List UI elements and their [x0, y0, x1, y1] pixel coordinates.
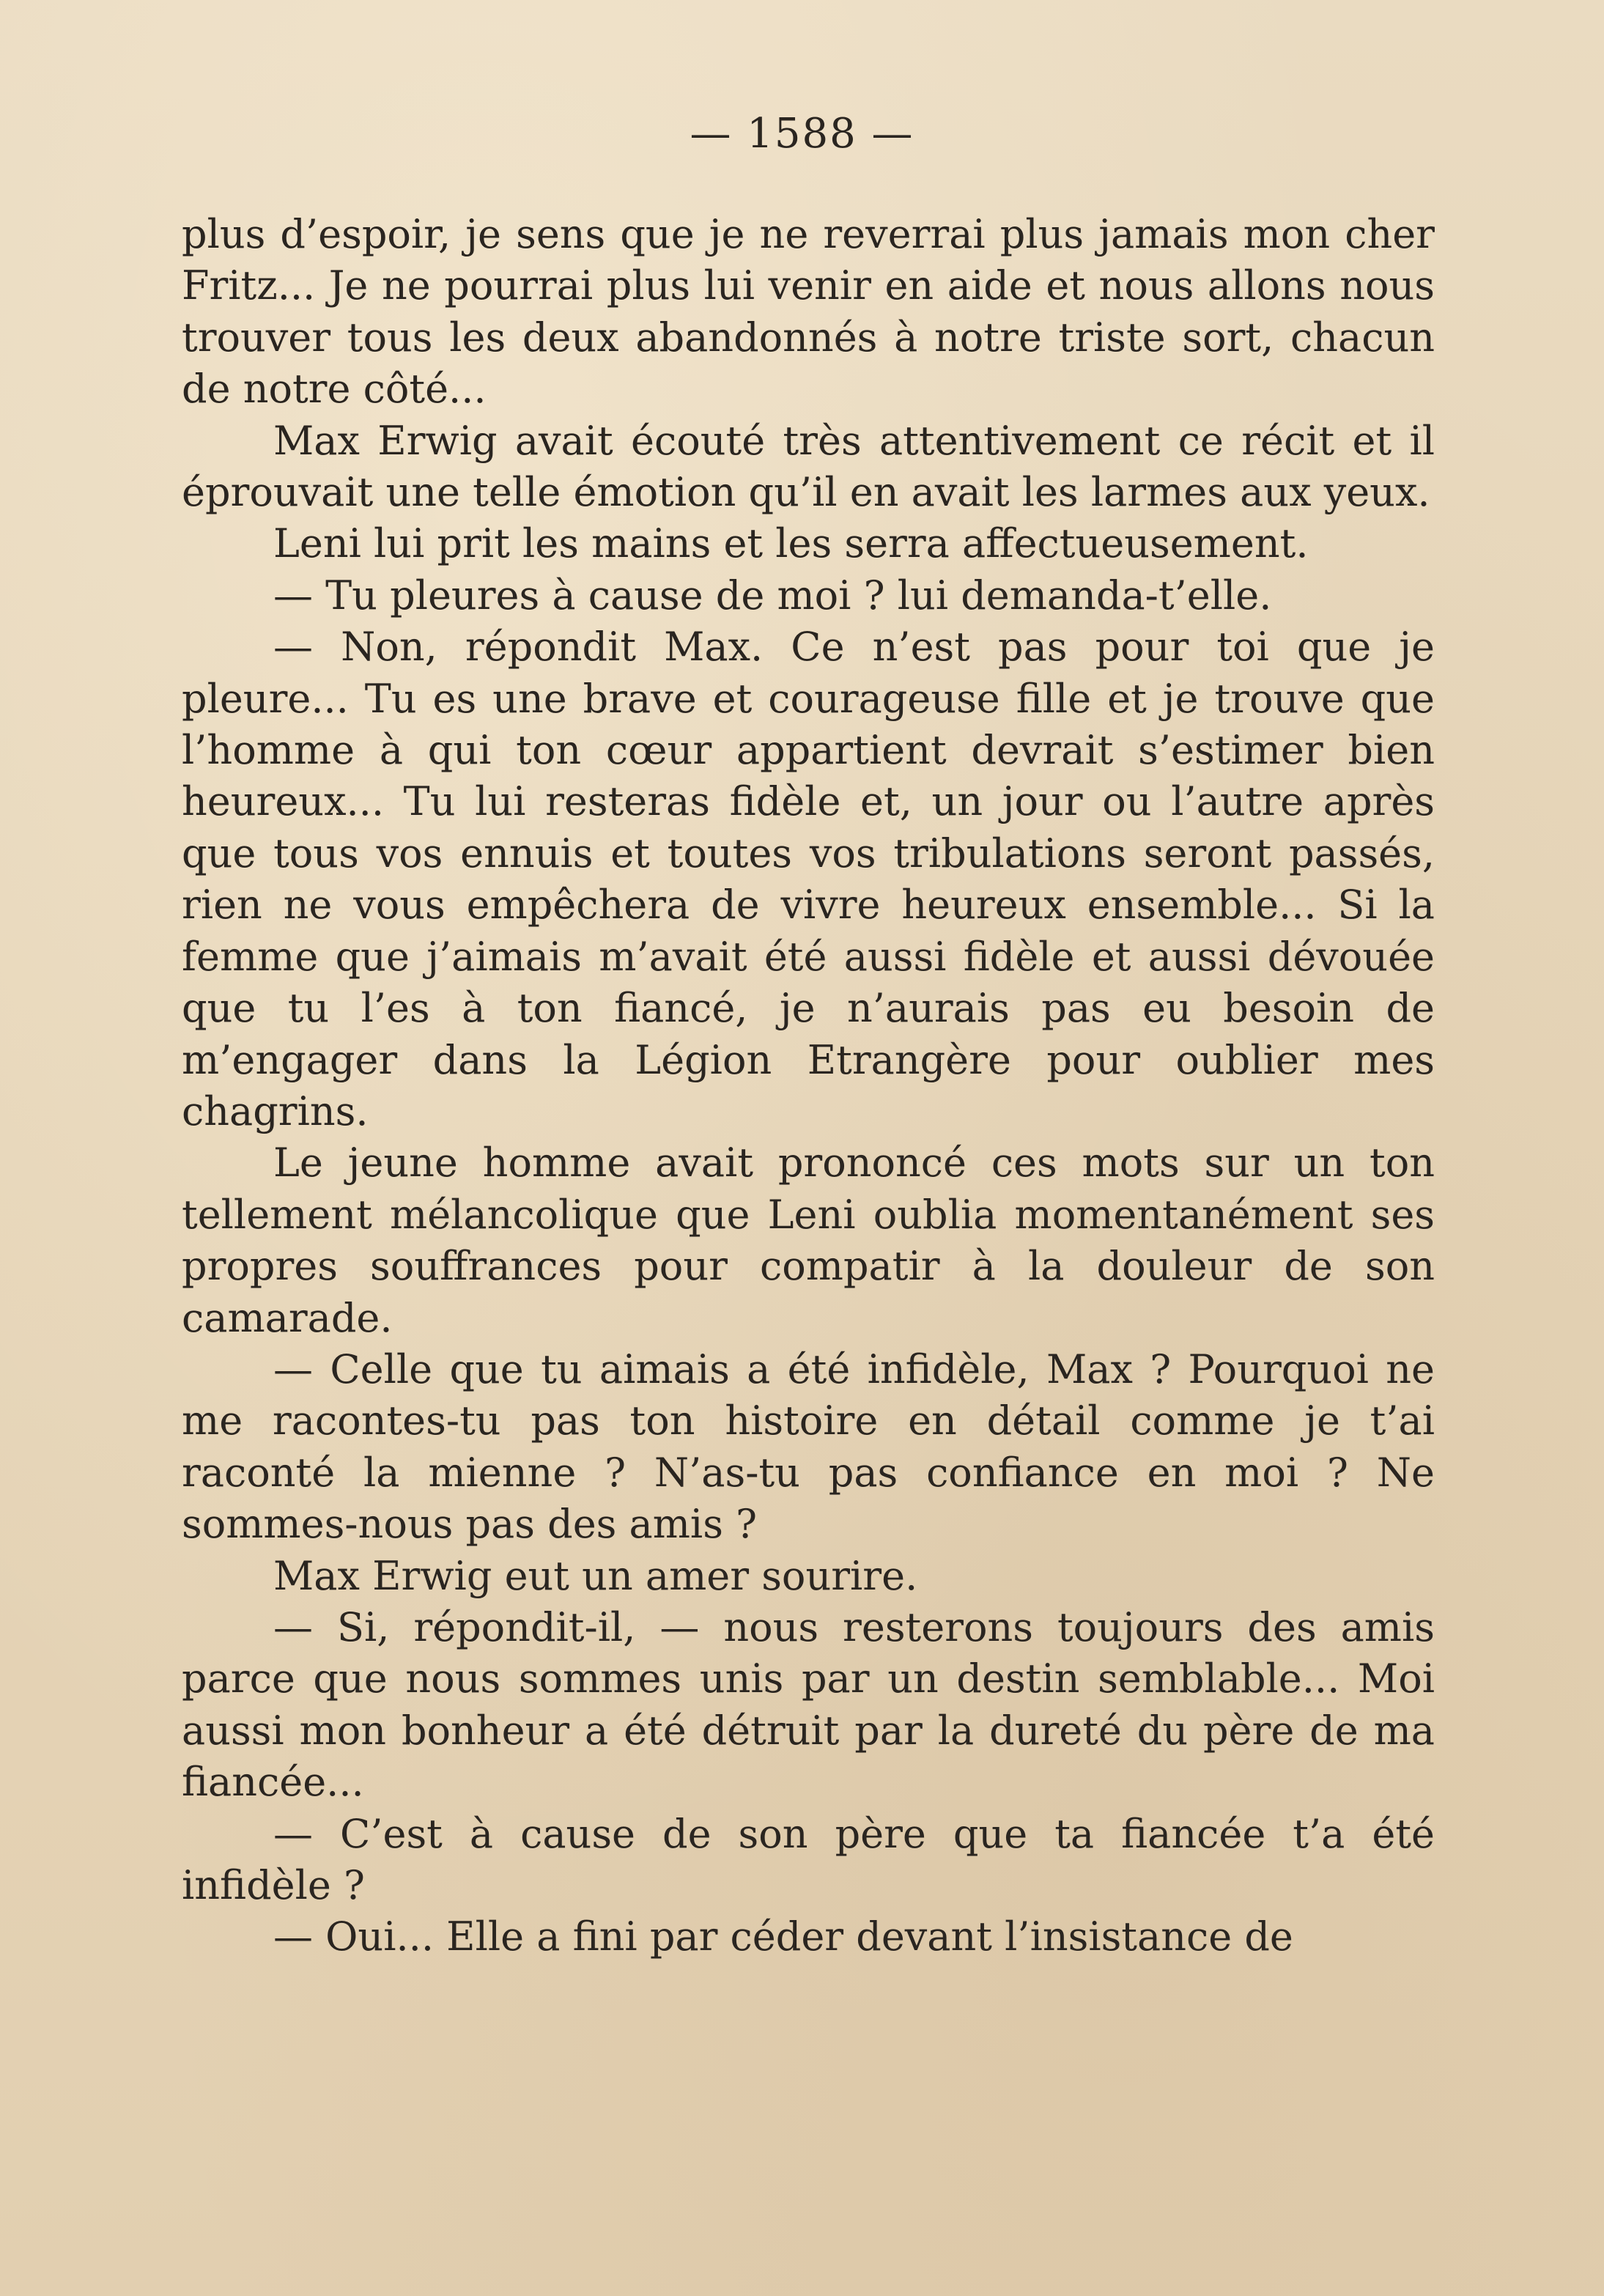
paragraph: Max Erwig eut un amer sourire. — [273, 1552, 918, 1599]
paragraph: plus d’espoir, je sens que je ne reverrai plus jamais mon cher Fritz... Je ne pourrai plus lui venir en aide et nous allons nous trouver tous les deux abandonnés à notre triste sort, chacun de notre côté... — [182, 211, 1435, 413]
page-number: — 1588 — — [690, 110, 914, 158]
paragraph: — Celle que tu aimais a été infidèle, Max ? Pourquoi ne me racontes-tu pas ton histoire en détail comme je t’ai raconté la mienne ? N’as-tu pas confiance en moi ? Ne sommes-nous pas des amis ? — [182, 1346, 1435, 1548]
paragraph: — Si, répondit-il, — nous resterons toujours des amis parce que nous sommes unis par un destin semblable... Moi aussi mon bonheur a été détruit par la dureté du père de ma fiancée... — [182, 1603, 1435, 1806]
paragraph: Max Erwig avait écouté très attentivement ce récit et il éprouvait une telle émotion qu’il en avait les larmes aux yeux. — [182, 417, 1435, 516]
paragraph: — Tu pleures à cause de moi ? lui demanda-t’elle. — [273, 572, 1272, 619]
body-text — [182, 209, 1435, 1963]
paragraph: Leni lui prit les mains et les serra affectueusement. — [273, 520, 1309, 567]
paragraph: — Oui... Elle a fini par céder devant l’insistance de — [273, 1913, 1293, 1960]
paragraph: — Non, répondit Max. Ce n’est pas pour toi que je pleure... Tu es une brave et courageuse fille et je trouve que l’homme à qui ton cœur appartient devrait s’estimer bien heureux... Tu lui resteras fidèle et, un jour ou l’autre après que tous vos ennuis et toutes vos tribulations seront passés, rien ne vous empêchera de vivre heureux ensemble... Si la femme que j’aimais m’avait été aussi fidèle et aussi dévouée que tu l’es à ton fiancé, je n’aurais pas eu besoin de m’engager dans la Légion Etrangère pour oublier mes chagrins. — [182, 624, 1435, 1134]
paragraph: Le jeune homme avait prononcé ces mots sur un ton tellement mélancolique que Leni oublia momentanément ses propres souffrances pour compatir à la douleur de son camarade. — [182, 1140, 1435, 1341]
paragraph: — C’est à cause de son père que ta fiancée t’a été infidèle ? — [182, 1810, 1435, 1908]
